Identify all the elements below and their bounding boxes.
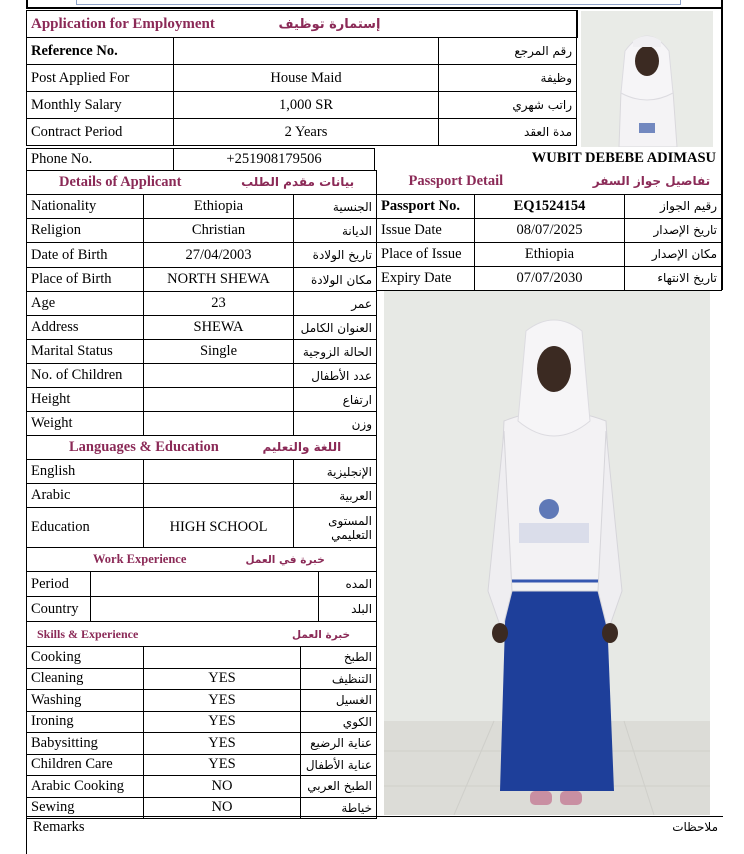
salary-label-ar: راتب شهري: [439, 92, 577, 119]
washing-label: Washing: [27, 690, 144, 712]
skill-row: [27, 754, 377, 776]
age-label: Age: [27, 292, 144, 316]
details-row: [27, 292, 377, 316]
contract-label-ar: مدة العقد: [439, 119, 577, 146]
details-row: [27, 316, 377, 340]
passport-header-ar: تفاصيل جواز السفر: [592, 174, 711, 189]
washing-label-ar: الغسيل: [301, 690, 377, 712]
details-header: Details of Applicant: [59, 174, 182, 190]
babysitting-label: Babysitting: [27, 733, 144, 755]
ironing-label-ar: الكوي: [301, 711, 377, 733]
expiry-date-label: Expiry Date: [377, 266, 475, 290]
center-divider: [376, 170, 377, 817]
details-row: [27, 219, 377, 243]
language-row: [27, 484, 377, 508]
portrait-photo-image: [581, 11, 713, 147]
skills-table: [26, 621, 377, 819]
full-body-photo-image: [384, 291, 710, 815]
children-label: No. of Children: [27, 364, 144, 388]
passport-no-value: EQ1524154: [475, 194, 625, 218]
contract-label: Contract Period: [27, 119, 174, 146]
work-row: [27, 572, 377, 597]
issue-date-label: Issue Date: [377, 218, 475, 242]
work-row: [27, 597, 377, 622]
salary-value: 1,000 SR: [174, 92, 439, 119]
cleaning-value: YES: [144, 668, 301, 690]
english-label: English: [27, 460, 144, 484]
address-label-ar: العنوان الكامل: [294, 316, 377, 340]
skills-header: Skills & Experience: [37, 626, 139, 641]
country-label-ar: البلد: [319, 597, 377, 622]
portrait-photo: [581, 11, 713, 147]
ironing-value: YES: [144, 711, 301, 733]
languages-header-ar: اللغة والتعليم: [262, 440, 342, 454]
marital-value: Single: [144, 340, 294, 364]
reference-value: [174, 38, 439, 65]
details-row: [27, 340, 377, 364]
education-row: [27, 508, 377, 548]
skill-row: [27, 733, 377, 755]
children-care-label: Children Care: [27, 754, 144, 776]
form-title-ar: إستمارة توظيف: [278, 16, 381, 32]
children-value: [144, 364, 294, 388]
washing-value: YES: [144, 690, 301, 712]
expiry-date-label-ar: تاريخ الانتهاء: [625, 266, 722, 290]
place-of-issue-value: Ethiopia: [475, 242, 625, 266]
period-value: [91, 572, 319, 597]
contract-value: 2 Years: [174, 119, 439, 146]
details-row: [27, 268, 377, 292]
pob-value: NORTH SHEWA: [144, 268, 294, 292]
expiry-date-value: 07/07/2030: [475, 266, 625, 290]
skill-row: [27, 776, 377, 798]
country-label: Country: [27, 597, 91, 622]
children-care-label-ar: عناية الأطفال: [301, 754, 377, 776]
english-value: [144, 460, 294, 484]
religion-label: Religion: [27, 219, 144, 243]
skill-row: [27, 647, 377, 669]
skill-row: [27, 690, 377, 712]
skill-row: [27, 668, 377, 690]
work-header-ar: خبرة في العمل: [245, 554, 325, 566]
babysitting-value: YES: [144, 733, 301, 755]
work-header: Work Experience: [93, 552, 187, 566]
height-label-ar: ارتفاع: [294, 388, 377, 412]
sewing-label-ar: خياطة: [301, 797, 377, 819]
skills-header-ar: خبرة العمل: [291, 628, 351, 641]
arabic-cooking-value: NO: [144, 776, 301, 798]
place-of-issue-label-ar: مكان الإصدار: [625, 242, 722, 266]
phone-value: +251908179506: [174, 149, 375, 171]
cooking-value: [144, 647, 301, 669]
passport-row: [377, 218, 722, 242]
period-label-ar: المده: [319, 572, 377, 597]
babysitting-label-ar: عناية الرضيع: [301, 733, 377, 755]
weight-value: [144, 412, 294, 436]
full-body-photo: [384, 291, 710, 815]
nationality-value: Ethiopia: [144, 195, 294, 219]
phone-label: Phone No.: [27, 149, 174, 171]
applicant-name: WUBIT DEBEBE ADIMASU: [531, 150, 716, 166]
age-value: 23: [144, 292, 294, 316]
remarks-label-ar: ملاحظات: [672, 820, 718, 834]
cleaning-label: Cleaning: [27, 668, 144, 690]
issue-date-value: 08/07/2025: [475, 218, 625, 242]
passport-row: [377, 266, 722, 290]
age-label-ar: عمر: [294, 292, 377, 316]
passport-no-label: Passport No.: [377, 194, 475, 218]
job-row: [27, 119, 577, 146]
religion-label-ar: الديانة: [294, 219, 377, 243]
arabic-label-ar: العربية: [294, 484, 377, 508]
height-label: Height: [27, 388, 144, 412]
education-value: HIGH SCHOOL: [144, 508, 294, 548]
sewing-value: NO: [144, 797, 301, 819]
details-row: [27, 364, 377, 388]
arabic-cooking-label-ar: الطبخ العربي: [301, 776, 377, 798]
height-value: [144, 388, 294, 412]
top-border: [26, 0, 723, 9]
pob-label-ar: مكان الولادة: [294, 268, 377, 292]
passport-no-label-ar: رقيم الجواز: [625, 194, 722, 218]
arabic-cooking-label: Arabic Cooking: [27, 776, 144, 798]
country-value: [91, 597, 319, 622]
passport-header: Passport Detail: [408, 173, 504, 190]
cooking-label: Cooking: [27, 647, 144, 669]
reference-label-ar: رقم المرجع: [439, 38, 577, 65]
place-of-issue-label: Place of Issue: [377, 242, 475, 266]
education-label: Education: [27, 508, 144, 548]
passport-row: [377, 194, 722, 218]
details-row: [27, 412, 377, 436]
education-label-ar: المستوى التعليمي: [294, 508, 377, 548]
marital-label: Marital Status: [27, 340, 144, 364]
details-row: [27, 243, 377, 268]
remarks-top-border: [26, 816, 723, 817]
issue-date-label-ar: تاريخ الإصدار: [625, 218, 722, 242]
passport-table: [376, 170, 722, 291]
post-label-ar: وظيفة: [439, 65, 577, 92]
dob-label: Date of Birth: [27, 243, 144, 268]
details-header-ar: بيانات مقدم الطلب: [241, 175, 355, 189]
dob-label-ar: تاريخ الولادة: [294, 243, 377, 268]
job-row: [27, 92, 577, 119]
weight-label: Weight: [27, 412, 144, 436]
post-label: Post Applied For: [27, 65, 174, 92]
job-info-table: [26, 10, 578, 146]
marital-label-ar: الحالة الزوجية: [294, 340, 377, 364]
details-row: [27, 388, 377, 412]
sewing-label: Sewing: [27, 797, 144, 819]
address-label: Address: [27, 316, 144, 340]
weight-label-ar: وزن: [294, 412, 377, 436]
skill-row: [27, 711, 377, 733]
children-care-value: YES: [144, 754, 301, 776]
pob-label: Place of Birth: [27, 268, 144, 292]
job-row: [27, 38, 577, 65]
languages-header: Languages & Education: [69, 439, 219, 455]
reference-label: Reference No.: [27, 38, 174, 65]
period-label: Period: [27, 572, 91, 597]
work-table: [26, 547, 377, 622]
remarks-label: Remarks: [33, 819, 85, 835]
phone-table: [26, 148, 375, 171]
cooking-label-ar: الطبخ: [301, 647, 377, 669]
ironing-label: Ironing: [27, 711, 144, 733]
post-value: House Maid: [174, 65, 439, 92]
nationality-label: Nationality: [27, 195, 144, 219]
children-label-ar: عدد الأطفال: [294, 364, 377, 388]
right-border: [721, 0, 723, 290]
religion-value: Christian: [144, 219, 294, 243]
remarks-left-border: [26, 816, 27, 854]
arabic-label: Arabic: [27, 484, 144, 508]
nationality-label-ar: الجنسية: [294, 195, 377, 219]
form-title: Application for Employment: [31, 15, 215, 32]
details-row: [27, 195, 377, 219]
job-row: [27, 65, 577, 92]
english-label-ar: الإنجليزية: [294, 460, 377, 484]
cleaning-label-ar: التنظيف: [301, 668, 377, 690]
language-row: [27, 460, 377, 484]
dob-value: 27/04/2003: [144, 243, 294, 268]
passport-row: [377, 242, 722, 266]
arabic-value: [144, 484, 294, 508]
address-value: SHEWA: [144, 316, 294, 340]
details-table: [26, 170, 377, 548]
salary-label: Monthly Salary: [27, 92, 174, 119]
